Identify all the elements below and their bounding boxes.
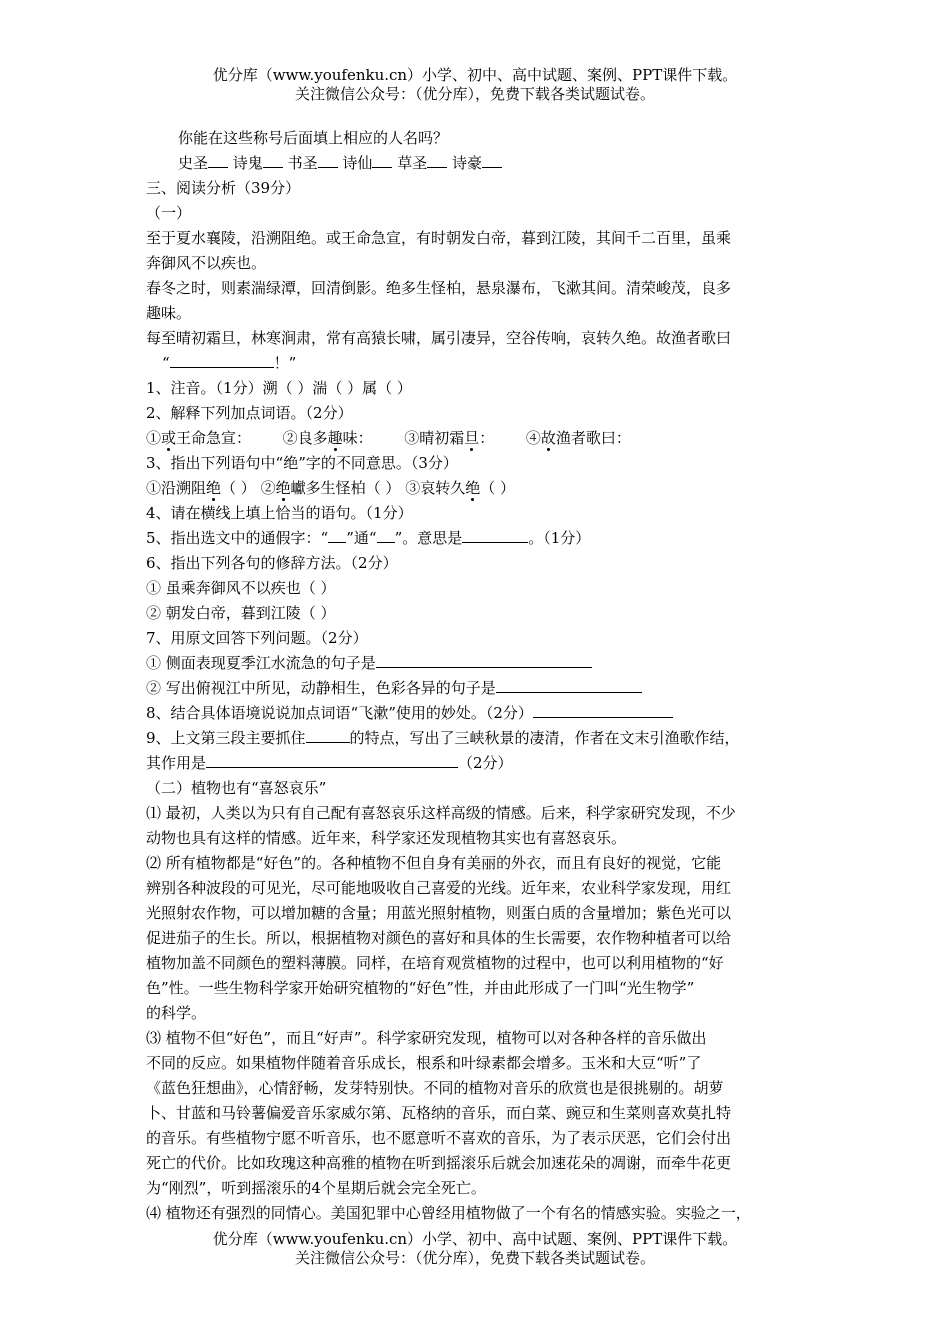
answer-blank[interactable] [427,153,447,168]
title-label: 草圣 [397,154,428,172]
page-header [0,66,950,104]
question-7: 7、用原文回答下列问题。（2分） [146,629,368,647]
title-label: 史圣 [178,154,209,172]
answer-blank[interactable] [328,528,346,543]
item-text: （ ） [221,479,256,497]
answer-blank[interactable] [318,153,338,168]
item-text: 味： [342,429,373,447]
footer-line-1: 优分库（www.youfenku.cn）小学、初中、高中试题、案例、PPT课件下载。 [212,1230,738,1248]
question-4: 4、请在横线上填上恰当的语句。（1分） [146,504,413,522]
item-text: 9、上文第三段主要抓住 [146,729,306,747]
question-2-items [146,426,814,451]
article-line: 促进茄子的生长。所以，根据植物对颜色的喜好和具体的生长需要，农作物种植者可以给 [146,929,732,947]
footer-line-2: 关注微信公众号：（优分库），免费下载各类试题试卷。 [294,1249,655,1267]
article-line: 卜、甘蓝和马铃薯偏爱音乐家威尔第、瓦格纳的音乐，而白菜、豌豆和生菜则喜欢莫扎特 [146,1104,732,1122]
dotted-word: 绝 [275,479,291,497]
question-5 [146,526,814,551]
item-text: ② 写出俯视江中所见，动静相生，色彩各异的句子是 [146,679,496,697]
article-line: 死亡的代价。比如玫瑰这种高雅的植物在听到摇滚乐后就会加速花朵的凋谢，而牵牛花更 [146,1154,732,1172]
article-line: ⑵ 所有植物都是“好色”的。各种植物不但自身有美丽的外衣，而且有良好的视觉，它能 [146,854,722,872]
dotted-word: 旦 [464,429,480,447]
quote-close: ！” [273,354,297,372]
title-label: 诗豪 [451,154,482,172]
question-3: 3、指出下列语句中“绝”字的不同意思。（3分） [146,454,458,472]
item-text: 5、指出选文中的通假字：“ [146,529,329,547]
titles-fill-line [146,151,814,176]
item-text: ③哀转久 [405,479,466,497]
article-line: ⑴ 最初，人类以为只有自己配有喜怒哀乐这样高级的情感。后来，科学家研究发现，不少 [146,804,736,822]
item-text: ”。意思是 [394,529,463,547]
dotted-word: 绝 [206,479,222,497]
answer-blank[interactable] [306,728,350,743]
item-text: ① 侧面表现夏季江水流急的句子是 [146,654,376,672]
passage-line: 每至晴初霜旦，林寒涧肃，常有高猿长啸，属引凄异，空谷传响，哀转久绝。故渔者歌曰 [146,329,732,347]
header-line-2: 关注微信公众号：（优分库），免费下载各类试题试卷。 [294,85,655,103]
article-line: ⑷ 植物还有强烈的同情心。美国犯罪中心曾经用植物做了一个有名的情感实验。实验之一， [146,1204,751,1222]
dotted-word: 绝 [465,479,481,497]
item-text: 。（1分） [528,529,591,547]
article-line: 的科学。 [146,1004,207,1022]
passage-fill-line [146,351,814,376]
dotted-word: 故 [540,429,556,447]
item-text: 其作用是 [146,754,207,772]
title-label: 诗鬼 [232,154,263,172]
dotted-word: 或 [161,429,177,447]
exam-content [146,126,814,1226]
quote-open: “ [162,354,170,372]
part-two-title: （二）植物也有“喜怒哀乐” [146,779,327,797]
item-text: 渔者歌曰： [555,429,631,447]
article-line: 植物加盖不同颜色的塑料薄膜。同样，在培育观赏植物的过程中，也可以利用植物的“好 [146,954,724,972]
page-footer [0,1230,950,1268]
question-7-item-2 [146,676,814,701]
item-text: ① [146,429,162,447]
question-3-items [146,476,814,501]
answer-blank[interactable] [482,153,502,168]
question-7-item-1 [146,651,814,676]
item-text: ③晴初霜 [404,429,465,447]
passage-line: 趣味。 [146,304,192,322]
item-text: 巘多生怪柏（ ） [290,479,401,497]
answer-blank[interactable] [533,703,673,718]
dotted-word: 趣 [327,429,343,447]
item-text: ④ [525,429,541,447]
article-line: 动物也具有这样的情感。近年来，科学家还发现植物其实也有喜怒哀乐。 [146,829,627,847]
part-one-title: （一） [146,204,192,222]
answer-blank[interactable] [263,153,283,168]
answer-blank[interactable] [377,528,395,543]
answer-blank[interactable] [496,678,642,693]
item-text: 王命急宣： [176,429,252,447]
answer-blank[interactable] [372,153,392,168]
question-2: 2、解释下列加点词语。（2分） [146,404,353,422]
article-line: ⑶ 植物不但“好色”，而且“好声”。科学家研究发现，植物可以对各种各样的音乐做出 [146,1029,707,1047]
question-6-item-2: ② 朝发白帝，暮到江陵（ ） [146,604,336,622]
answer-blank[interactable] [206,753,458,768]
question-9-line-2 [146,751,814,776]
article-line: 不同的反应。如果植物伴随着音乐成长，根系和叶绿素都会增多。玉米和大豆“听”了 [146,1054,702,1072]
answer-blank[interactable] [376,653,592,668]
section-title: 三、阅读分析（39分） [146,179,301,197]
title-label: 书圣 [287,154,318,172]
question-1: 1、注音。（1分）溯（ ）湍（ ）属（ ） [146,379,412,397]
question-8 [146,701,814,726]
question-6: 6、指出下列各句的修辞方法。（2分） [146,554,398,572]
question-9-line-1 [146,726,814,751]
answer-blank[interactable] [208,153,228,168]
article-line: 《蓝色狂想曲》，心情舒畅，发芽特别快。不同的植物对音乐的欣赏也是很挑剔的。胡萝 [146,1079,724,1097]
item-text: （ ） [480,479,515,497]
article-line: 的音乐。有些植物宁愿不听音乐，也不愿意听不喜欢的音乐，为了表示厌恶，它们会付出 [146,1129,732,1147]
article-line: 色”性。一些生物科学家开始研究植物的“好色”性，并由此形成了一门叫“光生物学” [146,979,695,997]
item-text: ①沿溯阻 [146,479,207,497]
item-text: ： [479,429,495,447]
titles-prompt: 你能在这些称号后面填上相应的人名吗？ [178,129,449,147]
answer-blank[interactable] [170,353,274,368]
header-line-1: 优分库（www.youfenku.cn）小学、初中、高中试题、案例、PPT课件下载。 [212,66,738,84]
passage-line: 春冬之时，则素湍绿潭，回清倒影。绝多生怪柏，悬泉瀑布，飞漱其间。清荣峻茂，良多 [146,279,732,297]
article-line: 辨别各种波段的可见光，尽可能地吸收自己喜爱的光线。近年来，农业科学家发现，用红 [146,879,732,897]
item-text: ② [260,479,276,497]
title-label: 诗仙 [342,154,373,172]
article-line: 为“刚烈”，听到摇滚乐的4个星期后就会完全死亡。 [146,1179,486,1197]
question-6-item-1: ① 虽乘奔御风不以疾也（ ） [146,579,336,597]
item-text: 8、结合具体语境说说加点词语“飞漱”使用的妙处。（2分） [146,704,533,722]
answer-blank[interactable] [462,528,528,543]
article-line: 光照射农作物，可以增加糖的含量；用蓝光照射植物，则蛋白质的含量增加；紫色光可以 [146,904,732,922]
passage-line: 至于夏水襄陵，沿溯阻绝。或王命急宣，有时朝发白帝，暮到江陵，其间千二百里，虽乘 [146,229,732,247]
item-text: （2分） [458,754,513,772]
item-text: 的特点，写出了三峡秋景的凄清，作者在文末引渔歌作结， [349,729,740,747]
item-text: ”通“ [346,529,377,547]
item-text: ②良多 [282,429,328,447]
passage-line: 奔御风不以疾也。 [146,254,267,272]
